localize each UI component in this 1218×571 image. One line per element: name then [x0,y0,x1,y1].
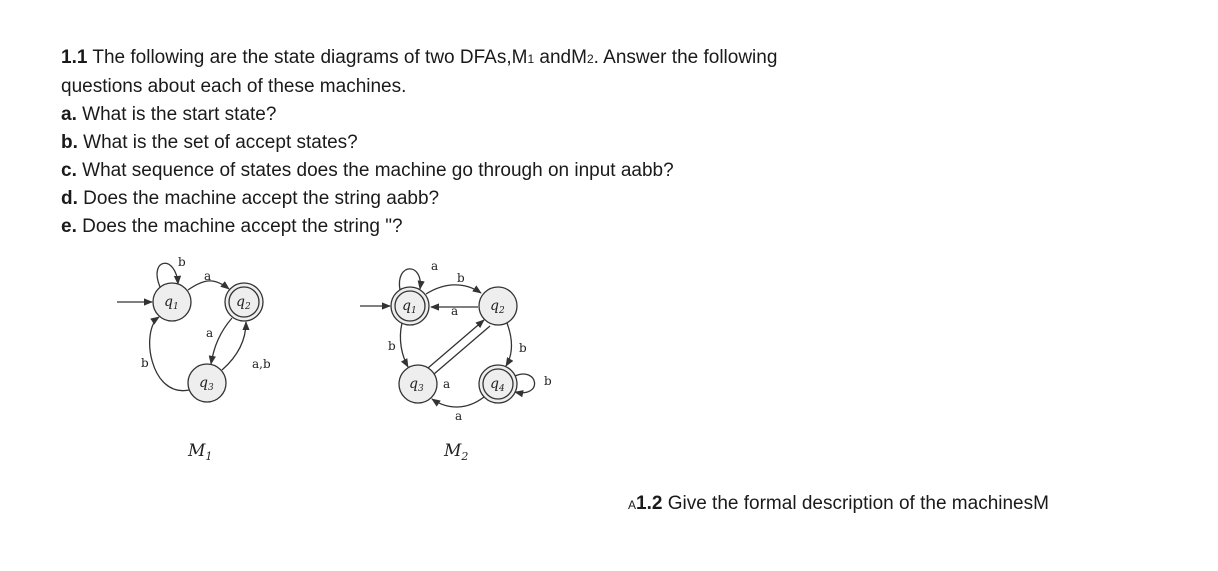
part-text: What sequence of states does the machine go through on input aabb? [82,160,674,181]
question-intro-line-2: questions about each of these machines. [61,76,407,97]
part-label: c. [61,160,77,181]
m2-loop-q4-arrow [515,374,535,393]
m1-state-q1-label: $q_1$ [164,294,179,312]
m1-label-q3-q2: a,b [252,357,271,371]
m1-label-q3-q1: b [141,356,149,370]
intro-and: andM [534,47,587,68]
footer-prefix: A [628,498,637,512]
m2-q1-q2-arrow [426,285,481,294]
m2-q4-q3-arrow [432,397,484,407]
m2-q1-q3-arrow [400,323,408,367]
part-text: Does the machine accept the string aabb? [83,188,440,209]
heading-number: 1.1 [61,47,88,68]
m2-label-q2-q4: b [519,341,527,355]
m2-subscript: 2 [586,52,594,66]
diagram-m1 [117,263,263,402]
m1-subscript: 1 [527,52,535,66]
m2-label-q1-q2: b [457,271,465,285]
m1-state-q3-label: $q_3$ [199,375,214,393]
m2-label-loop-q4: b [544,374,552,388]
m2-label-q1-q3: b [388,339,396,353]
next-question-line [628,493,1049,515]
m2-q3-q2-arrow [428,320,484,368]
m1-label-q2-q3: a [206,326,214,340]
part-label: d. [61,188,78,209]
part-text: Does the machine accept the string "? [82,216,403,237]
part-label: e. [61,216,77,237]
m2-state-q4-label: $q_4$ [490,376,505,394]
m2-state-q1-label: $q_1$ [402,298,417,316]
m1-q3-q1-arrow [150,317,189,391]
m1-q2-q3-arrow [211,318,232,364]
m1-caption: $M_1$ [188,441,213,463]
m2-caption: $M_2$ [444,441,469,463]
part-text: What is the set of accept states? [83,132,358,153]
m1-q3-q2-arrow [222,322,246,370]
m2-state-q3-label: $q_3$ [409,376,424,394]
intro-text: The following are the state diagrams of two DFAs,M [92,47,528,68]
m2-label-q4-q3: a [455,409,463,423]
footer-text: Give the formal description of the machinesM [662,493,1049,514]
m2-label-q2-q1: a [451,304,459,318]
m2-label-q3-q2: a [443,377,451,391]
part-label: b. [61,132,78,153]
m2-label-loop-q1: a [431,259,439,273]
m1-state-q2-label: $q_2$ [236,294,251,312]
m2-q2-q4-arrow [506,323,511,366]
footer-number: 1.2 [636,493,663,514]
m1-label-loop-q1: b [178,255,186,269]
part-text: What is the start state? [82,104,277,125]
m2-state-q2-label: $q_2$ [490,298,505,316]
m2-q3-q2-arrow-second-line [434,326,490,374]
intro-end: . Answer the following [593,47,778,68]
m1-label-q1-q2: a [204,269,212,283]
part-label: a. [61,104,77,125]
